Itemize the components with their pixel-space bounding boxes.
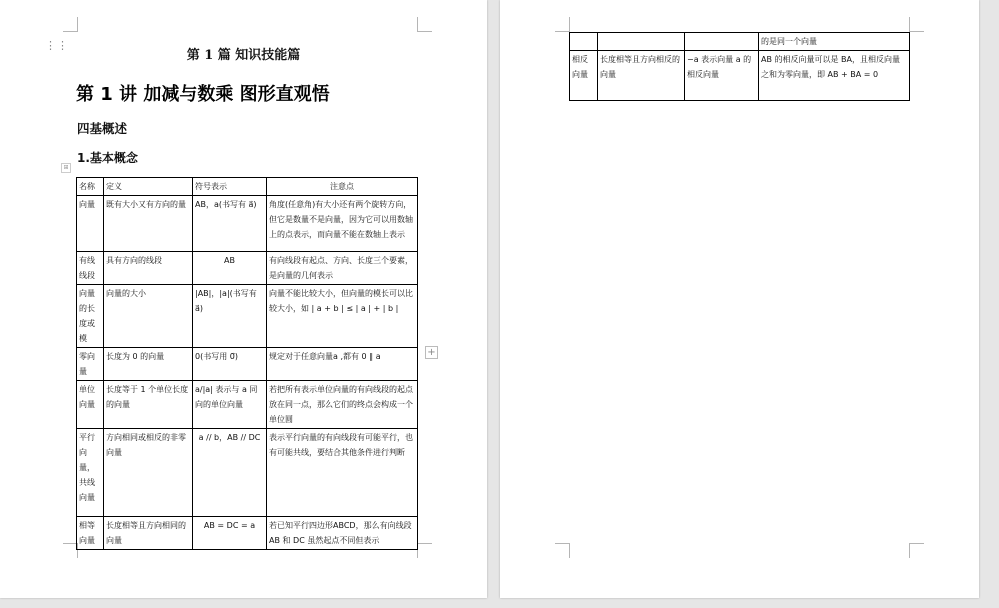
- table-row: [570, 51, 910, 101]
- cell-note: 若把所有表示单位向量的有向线段的起点放在同一点，那么它们的终点会构成一个单位圆: [267, 381, 418, 429]
- cell-definition: 长度相等且方向相反的向量: [598, 51, 685, 101]
- cell-note: 有向线段有起点、方向、长度三个要素，是向量的几何表示: [267, 252, 418, 285]
- table-header-row: [77, 178, 418, 196]
- document-page-1: [0, 0, 487, 598]
- margin-corner-top-right: [417, 17, 432, 32]
- document-page-2: [500, 0, 979, 598]
- drag-handle-icon[interactable]: ⋮⋮: [45, 39, 69, 52]
- table-move-handle-icon[interactable]: ⊞: [61, 163, 71, 173]
- table-row: [77, 381, 418, 429]
- cell-symbol: 0(书写用 0⃗): [193, 348, 267, 381]
- concept-table-continued: [569, 32, 910, 101]
- cell-note: 规定对于任意向量a ,都有 0 ∥ a: [267, 348, 418, 381]
- concept-table: [76, 177, 418, 550]
- cell-symbol: a // b，AB // DC: [193, 429, 267, 517]
- add-column-icon[interactable]: +: [425, 346, 438, 359]
- cell-name: 平行向量，共线向量: [77, 429, 104, 517]
- cell-definition: 长度相等且方向相同的向量: [104, 517, 193, 550]
- table-row: [77, 252, 418, 285]
- cell-definition: 既有大小又有方向的量: [104, 196, 193, 252]
- cell-symbol: −a 表示向量 a 的相反向量: [685, 51, 759, 101]
- cell-name: 相反向量: [570, 51, 598, 101]
- cell-note: 向量不能比较大小，但向量的模长可以比较大小，如 | a + b | ≤ | a | + | b |: [267, 285, 418, 348]
- cell-name: 零向量: [77, 348, 104, 381]
- header-cell: 名称: [77, 178, 104, 196]
- cell-symbol: AB = DC = a: [193, 517, 267, 550]
- margin-corner-top-right: [909, 17, 924, 32]
- margin-corner-top-left: [63, 17, 78, 32]
- cell-symbol: |AB|，|a|(书写有 a⃗): [193, 285, 267, 348]
- lesson-title: 第 1 讲 加减与数乘 图形直观悟: [76, 84, 330, 105]
- cell-symbol: AB，a(书写有 a⃗): [193, 196, 267, 252]
- margin-corner-bottom-right: [909, 543, 924, 558]
- part-title: 第 1 篇 知识技能篇: [186, 48, 301, 63]
- cell-definition: 具有方向的线段: [104, 252, 193, 285]
- table-row: [77, 429, 418, 517]
- cell-note: AB 的相反向量可以是 BA，且相反向量之和为零向量，即 AB + BA = 0: [759, 51, 910, 101]
- table-row: [77, 196, 418, 252]
- cell-name: 相等向量: [77, 517, 104, 550]
- table-row: [570, 33, 910, 51]
- cell-name: 有线线段: [77, 252, 104, 285]
- header-cell: 定义: [104, 178, 193, 196]
- cell-note: 若已知平行四边形ABCD，那么有向线段 AB 和 DC 虽然起点不同但表示: [267, 517, 418, 550]
- header-cell: 注意点: [267, 178, 418, 196]
- cell-symbol: a/|a| 表示与 a 同向的单位向量: [193, 381, 267, 429]
- margin-corner-top-left: [555, 17, 570, 32]
- cell-name: 向量: [77, 196, 104, 252]
- cell-note-continued: 的是同一个向量: [759, 33, 910, 51]
- subsection-heading: 1.基本概念: [77, 151, 138, 165]
- cell-definition: 方向相同或相反的非零向量: [104, 429, 193, 517]
- header-cell: 符号表示: [193, 178, 267, 196]
- cell-definition: 向量的大小: [104, 285, 193, 348]
- cell-symbol: AB: [193, 252, 267, 285]
- table-row: [77, 348, 418, 381]
- cell-definition: 长度等于 1 个单位长度的向量: [104, 381, 193, 429]
- table-row: [77, 285, 418, 348]
- section-heading: 四基概述: [77, 121, 128, 136]
- table-row: [77, 517, 418, 550]
- margin-corner-bottom-left: [555, 543, 570, 558]
- cell-name: 向量的长度或模: [77, 285, 104, 348]
- cell-name: 单位向量: [77, 381, 104, 429]
- cell-definition: 长度为 0 的向量: [104, 348, 193, 381]
- cell-note: 表示平行向量的有向线段有可能平行，也有可能共线，要结合其他条件进行判断: [267, 429, 418, 517]
- margin-corner-bottom-right: [417, 543, 432, 558]
- cell-note: 角度(任意角)有大小还有两个旋转方向，但它是数量不是向量，因为它可以用数轴上的点表示，而向量不能在数轴上表示: [267, 196, 418, 252]
